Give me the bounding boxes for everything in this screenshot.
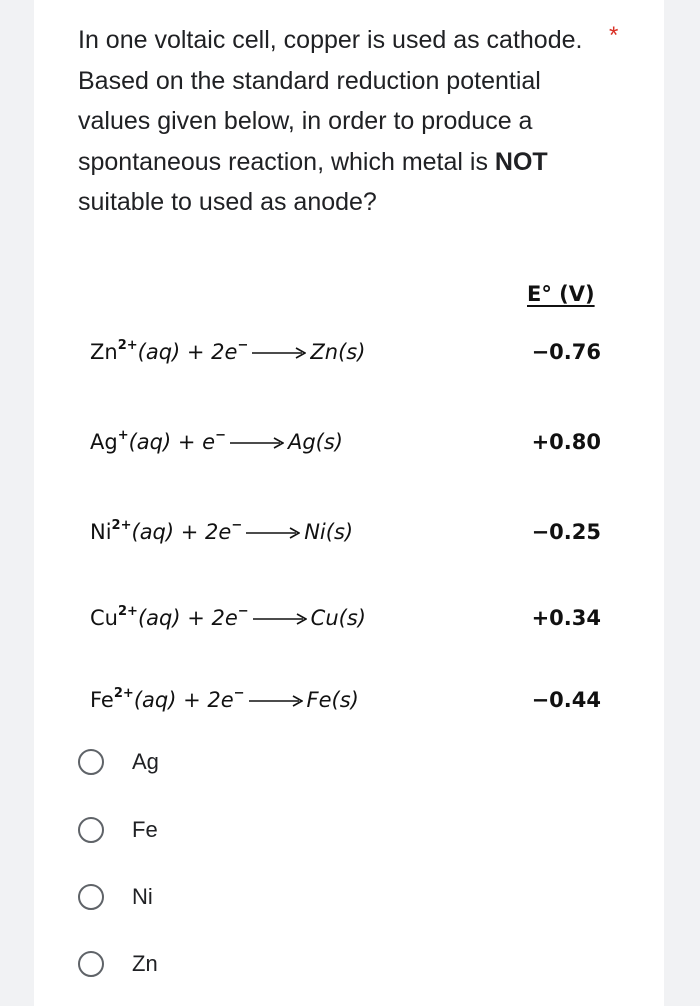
electron-sign: − (233, 686, 245, 701)
potential-value: +0.80 (531, 430, 601, 454)
radio-button[interactable] (78, 749, 104, 775)
equation-row (90, 688, 359, 712)
reaction-arrow-icon (230, 437, 284, 449)
option-ni[interactable] (78, 877, 153, 917)
option-label: Ni (132, 884, 153, 909)
ion-state: (aq) + 2e (137, 606, 238, 630)
ion-symbol: Zn (90, 340, 118, 364)
ion-symbol: Ni (90, 520, 112, 544)
potential-value: +0.34 (531, 606, 601, 630)
question-text-part-1: In one voltaic cell, copper is used as cathode. Based on the standard reduction potential values given below, in order to produce a spontaneous reaction, which metal is (78, 26, 583, 176)
ion-state: (aq) + e (128, 430, 216, 454)
option-zn[interactable] (78, 944, 158, 984)
electron-sign: − (237, 338, 249, 353)
product: Cu(s) (310, 606, 366, 630)
option-label: Ag (132, 749, 159, 774)
equation-row (90, 520, 353, 544)
option-label: Fe (132, 817, 158, 842)
ion-charge: 2+ (113, 686, 134, 701)
potential-value: −0.44 (531, 688, 601, 712)
ion-state: (aq) + 2e (131, 520, 232, 544)
reaction-arrow-icon (253, 613, 307, 625)
electron-sign: − (215, 428, 226, 443)
product: Fe(s) (306, 688, 359, 712)
radio-button[interactable] (78, 817, 104, 843)
ion-charge: + (117, 428, 129, 443)
required-asterisk: * (609, 22, 619, 49)
question-text (78, 20, 598, 223)
ion-charge: 2+ (111, 518, 132, 533)
option-label: Zn (132, 951, 158, 976)
option-ag[interactable] (78, 742, 159, 782)
reaction-arrow-icon (249, 695, 303, 707)
ion-symbol: Cu (90, 606, 118, 630)
equation-row (90, 340, 365, 364)
potential-value: −0.25 (531, 520, 601, 544)
electron-sign: − (231, 518, 243, 533)
equation-row (90, 430, 343, 454)
product: Ni(s) (304, 520, 354, 544)
product: Ag(s) (287, 430, 343, 454)
option-fe[interactable] (78, 810, 158, 850)
ion-charge: 2+ (117, 338, 138, 353)
product: Zn(s) (310, 340, 366, 364)
reaction-arrow-icon (246, 527, 300, 539)
reaction-arrow-icon (252, 347, 306, 359)
question-text-part-2: suitable to used as anode? (78, 188, 377, 216)
reduction-potential-table (84, 268, 624, 728)
electron-sign: − (237, 604, 249, 619)
potential-value: −0.76 (531, 340, 601, 364)
ion-symbol: Ag (90, 430, 118, 454)
table-header-eo: E° (V) (527, 282, 595, 306)
radio-button[interactable] (78, 951, 104, 977)
ion-state: (aq) + 2e (133, 688, 234, 712)
equation-row (90, 606, 366, 630)
question-text-bold: NOT (494, 147, 548, 176)
radio-button[interactable] (78, 884, 104, 910)
ion-state: (aq) + 2e (137, 340, 238, 364)
question-card (34, 0, 664, 1006)
ion-charge: 2+ (117, 604, 138, 619)
ion-symbol: Fe (90, 688, 114, 712)
